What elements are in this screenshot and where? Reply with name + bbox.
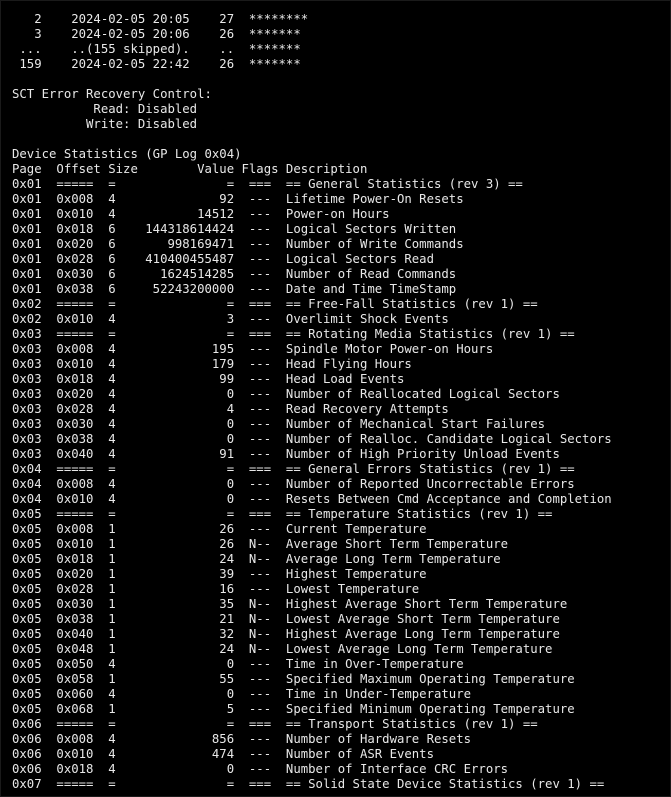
stats-row: 0x06 0x018 4 0 --- Number of Interface CRC Errors	[12, 762, 509, 776]
stats-row: 0x05 0x018 1 24 N-- Average Long Term Temperature	[12, 552, 501, 566]
stats-row: 0x05 0x058 1 55 --- Specified Maximum Operating Temperature	[12, 672, 575, 686]
stats-row: 0x04 0x008 4 0 --- Number of Reported Uncorrectable Errors	[12, 477, 575, 491]
stats-row: 0x07 ===== = = === == Solid State Device Statistics (rev 1) ==	[12, 777, 605, 791]
terminal-line: Device Statistics (GP Log 0x04)	[12, 147, 242, 161]
stats-row: 0x03 0x040 4 91 --- Number of High Priority Unload Events	[12, 447, 560, 461]
stats-row: 0x03 0x010 4 179 --- Head Flying Hours	[12, 357, 412, 371]
stats-row: 0x03 0x018 4 99 --- Head Load Events	[12, 372, 405, 386]
stats-row: 0x02 0x010 4 3 --- Overlimit Shock Events	[12, 312, 449, 326]
stats-row: 0x01 ===== = = === == General Statistics (rev 3) ==	[12, 177, 523, 191]
terminal-line	[1, 72, 670, 87]
stats-row: 0x06 0x010 4 474 --- Number of ASR Events	[12, 747, 434, 761]
stats-row: 0x06 ===== = = === == Transport Statistics (rev 1) ==	[12, 717, 538, 731]
stats-row: 0x05 0x010 1 26 N-- Average Short Term Temperature	[12, 537, 509, 551]
terminal-line: 159 2024-02-05 22:42 26 *******	[12, 57, 301, 71]
stats-row: 0x04 ===== = = === == General Errors Statistics (rev 1) ==	[12, 462, 575, 476]
stats-row: 0x01 0x018 6 144318614424 --- Logical Sectors Written	[12, 222, 457, 236]
stats-row: 0x01 0x038 6 52243200000 --- Date and Time TimeStamp	[12, 282, 457, 296]
stats-row: 0x01 0x030 6 1624514285 --- Number of Read Commands	[12, 267, 457, 281]
stats-row: 0x06 0x008 4 856 --- Number of Hardware Resets	[12, 732, 472, 746]
stats-row: 0x05 0x050 4 0 --- Time in Over-Temperature	[12, 657, 464, 671]
terminal-line: 3 2024-02-05 20:06 26 *******	[12, 27, 301, 41]
stats-row: 0x01 0x008 4 92 --- Lifetime Power-On Resets	[12, 192, 464, 206]
stats-row: 0x05 0x008 1 26 --- Current Temperature	[12, 522, 427, 536]
terminal-line: ... ..(155 skipped). .. *******	[12, 42, 301, 56]
stats-row: 0x05 0x040 1 32 N-- Highest Average Long Term Temperature	[12, 627, 560, 641]
stats-row: 0x05 0x030 1 35 N-- Highest Average Short Term Temperature	[12, 597, 568, 611]
stats-row: 0x05 0x028 1 16 --- Lowest Temperature	[12, 582, 420, 596]
stats-row: 0x03 0x038 4 0 --- Number of Realloc. Candidate Logical Sectors	[12, 432, 612, 446]
stats-row: 0x03 0x030 4 0 --- Number of Mechanical Start Failures	[12, 417, 546, 431]
stats-row: 0x01 0x010 4 14512 --- Power-on Hours	[12, 207, 390, 221]
terminal-line: SCT Error Recovery Control:	[12, 87, 212, 101]
stats-row: 0x01 0x020 6 998169471 --- Number of Write Commands	[12, 237, 464, 251]
stats-header-row: Page Offset Size Value Flags Description	[12, 162, 368, 176]
terminal-line: Read: Disabled	[12, 102, 198, 116]
terminal-line	[1, 132, 670, 147]
stats-row: 0x05 0x068 1 5 --- Specified Minimum Operating Temperature	[12, 702, 575, 716]
stats-row: 0x05 0x060 4 0 --- Time in Under-Temperature	[12, 687, 472, 701]
stats-row: 0x05 0x038 1 21 N-- Lowest Average Short Term Temperature	[12, 612, 560, 626]
stats-row: 0x05 ===== = = === == Temperature Statistics (rev 1) ==	[12, 507, 553, 521]
stats-row: 0x02 ===== = = === == Free-Fall Statistics (rev 1) ==	[12, 297, 538, 311]
stats-row: 0x03 0x008 4 195 --- Spindle Motor Power-on Hours	[12, 342, 494, 356]
stats-row: 0x03 0x028 4 4 --- Read Recovery Attempts	[12, 402, 449, 416]
stats-row: 0x03 0x020 4 0 --- Number of Reallocated Logical Sectors	[12, 387, 560, 401]
stats-row: 0x01 0x028 6 410400455487 --- Logical Sectors Read	[12, 252, 434, 266]
stats-row: 0x04 0x010 4 0 --- Resets Between Cmd Acceptance and Completion	[12, 492, 612, 506]
terminal-line: 2 2024-02-05 20:05 27 ********	[12, 12, 309, 26]
stats-row: 0x05 0x048 1 24 N-- Lowest Average Long Term Temperature	[12, 642, 553, 656]
stats-row: 0x03 ===== = = === == Rotating Media Statistics (rev 1) ==	[12, 327, 575, 341]
stats-row: 0x05 0x020 1 39 --- Highest Temperature	[12, 567, 427, 581]
terminal-line: Write: Disabled	[12, 117, 198, 131]
